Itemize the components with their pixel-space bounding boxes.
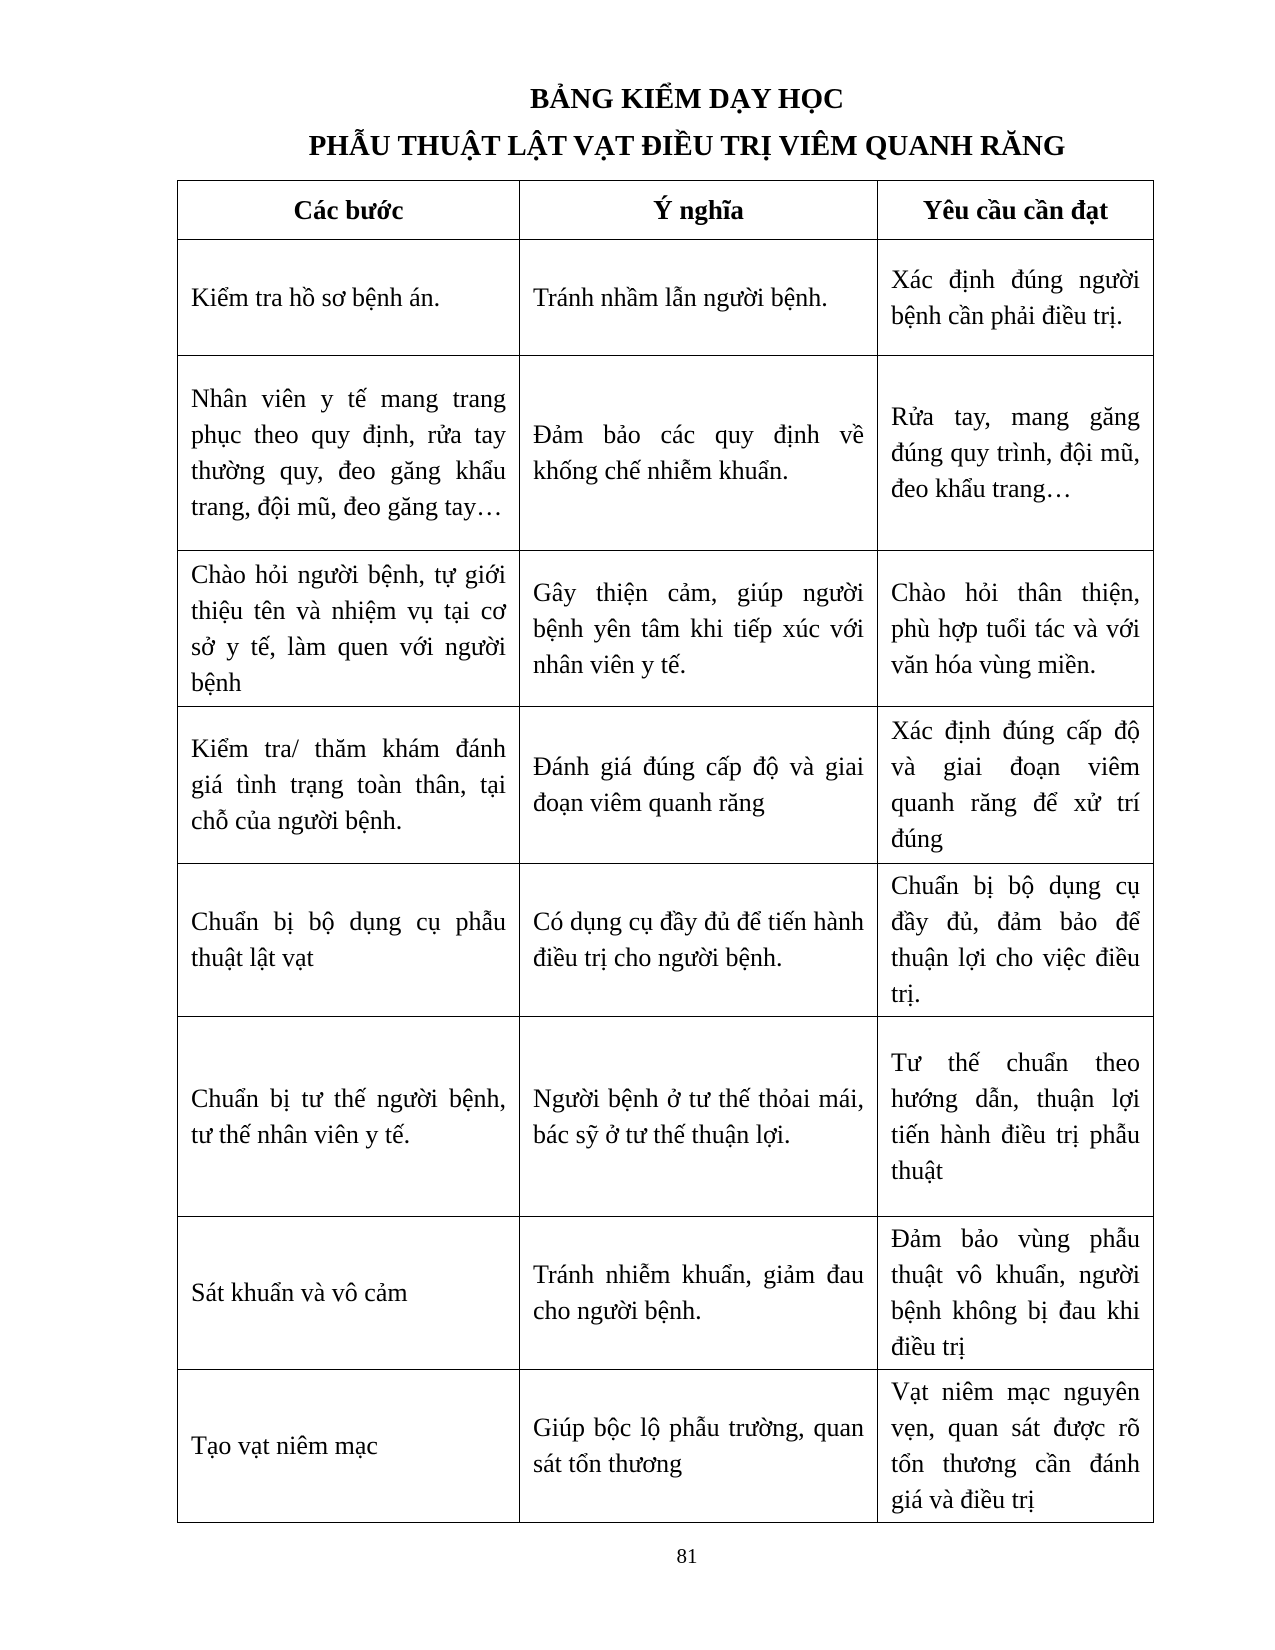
column-header-steps: Các bước [178,181,520,240]
table-row [178,707,1154,864]
requirement-cell: Tư thế chuẩn theo hướng dẫn, thuận lợi tiến hành điều trị phẫu thuật [878,1017,1154,1217]
meaning-cell: Đánh giá đúng cấp độ và giai đoạn viêm quanh răng [520,707,878,864]
meaning-cell: Gây thiện cảm, giúp người bệnh yên tâm khi tiếp xúc với nhân viên y tế. [520,551,878,707]
step-cell: Kiểm tra hồ sơ bệnh án. [178,240,520,356]
meaning-cell: Giúp bộc lộ phẫu trường, quan sát tổn thương [520,1370,878,1523]
title-block [177,84,1197,162]
teaching-checklist-table [177,180,1154,1523]
meaning-cell: Người bệnh ở tư thế thỏai mái, bác sỹ ở tư thế thuận lợi. [520,1017,878,1217]
step-cell: Chuẩn bị bộ dụng cụ phẫu thuật lật vạt [178,864,520,1017]
step-cell: Chuẩn bị tư thế người bệnh, tư thế nhân viên y tế. [178,1017,520,1217]
requirement-cell: Vạt niêm mạc nguyên vẹn, quan sát được rõ tổn thương cần đánh giá và điều trị [878,1370,1154,1523]
meaning-cell: Tránh nhầm lẫn người bệnh. [520,240,878,356]
table-row [178,1217,1154,1370]
table-row [178,551,1154,707]
requirement-cell: Xác định đúng cấp độ và giai đoạn viêm quanh răng để xử trí đúng [878,707,1154,864]
table-row [178,240,1154,356]
table-row [178,1017,1154,1217]
table-row [178,356,1154,551]
step-cell: Sát khuẩn và vô cảm [178,1217,520,1370]
page-number: 81 [676,1544,698,1568]
requirement-cell: Đảm bảo vùng phẫu thuật vô khuẩn, người bệnh không bị đau khi điều trị [878,1217,1154,1370]
step-cell: Chào hỏi người bệnh, tự giới thiệu tên và nhiệm vụ tại cơ sở y tế, làm quen với người bệnh [178,551,520,707]
document-title-line2: PHẪU THUẬT LẬT VẠT ĐIỀU TRỊ VIÊM QUANH RĂNG [308,130,1066,162]
meaning-cell: Tránh nhiễm khuẩn, giảm đau cho người bệnh. [520,1217,878,1370]
requirement-cell: Chào hỏi thân thiện, phù hợp tuổi tác và với văn hóa vùng miền. [878,551,1154,707]
document-title-line1: BẢNG KIỂM DẠY HỌC [530,83,844,115]
table-row [178,864,1154,1017]
requirement-cell: Rửa tay, mang găng đúng quy trình, đội mũ, đeo khẩu trang… [878,356,1154,551]
requirement-cell: Chuẩn bị bộ dụng cụ đầy đủ, đảm bảo để thuận lợi cho việc điều trị. [878,864,1154,1017]
column-header-meaning: Ý nghĩa [520,181,878,240]
step-cell: Nhân viên y tế mang trang phục theo quy định, rửa tay thường quy, đeo găng khẩu trang, đội mũ, đeo găng tay… [178,356,520,551]
meaning-cell: Đảm bảo các quy định về khống chế nhiễm khuẩn. [520,356,878,551]
step-cell: Tạo vạt niêm mạc [178,1370,520,1523]
table-header-row [178,181,1154,240]
table-row [178,1370,1154,1523]
requirement-cell: Xác định đúng người bệnh cần phải điều trị. [878,240,1154,356]
column-header-requirement: Yêu cầu cần đạt [878,181,1154,240]
step-cell: Kiểm tra/ thăm khám đánh giá tình trạng toàn thân, tại chỗ của người bệnh. [178,707,520,864]
meaning-cell: Có dụng cụ đầy đủ để tiến hành điều trị cho người bệnh. [520,864,878,1017]
